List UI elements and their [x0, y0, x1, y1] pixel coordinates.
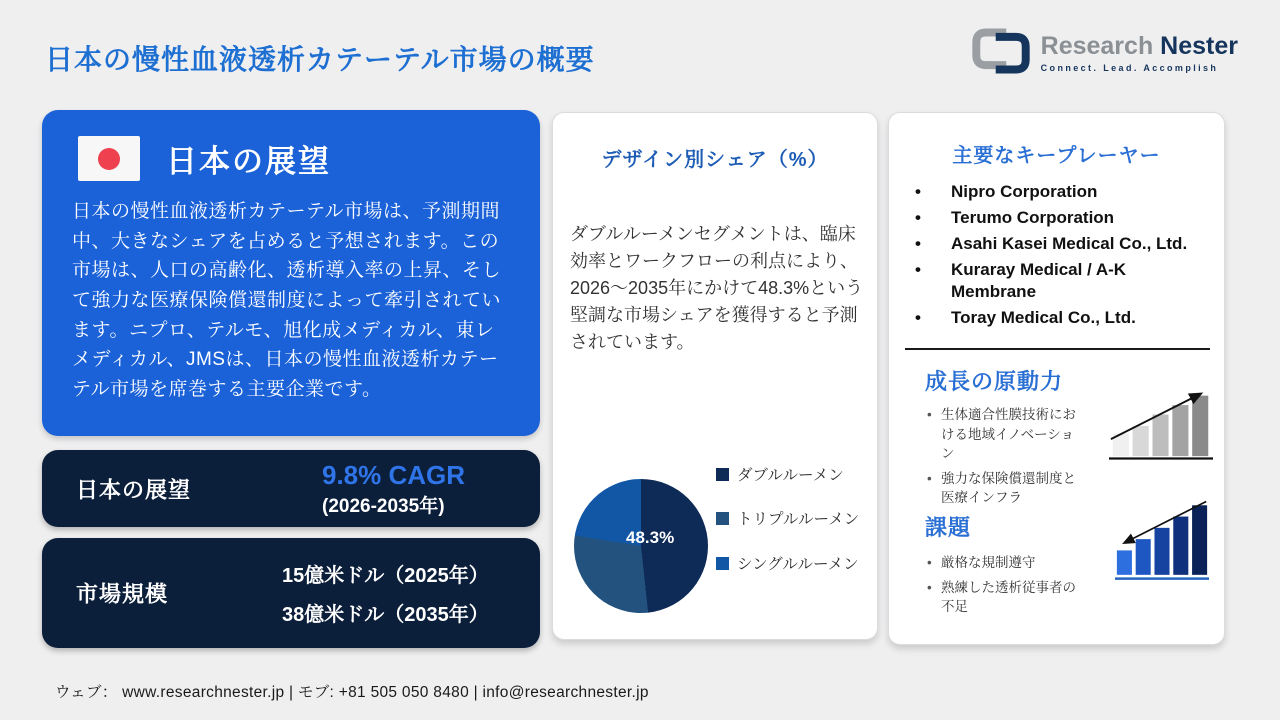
growth-driver-item: • 生体適合性膜技術における地域イノベーション [925, 405, 1083, 464]
design-share-title: デザイン別シェア（%） [601, 149, 829, 171]
key-player-item: • Nipro Corporation [913, 181, 1214, 203]
cagr-value: 9.8% CAGR [322, 459, 466, 490]
page-title: 日本の慢性血液透析カテーテル市場の概要 [45, 44, 595, 75]
growth-drivers-heading: 成長の原動力 [925, 369, 1064, 394]
design-share-pie-chart [574, 479, 708, 613]
contact-footer: ウェブ： www.researchnester.jp | モブ: +81 505 050 8480 | info@researchnester.jp [55, 684, 649, 701]
outlook-body-text: 日本の慢性血液透析カテーテル市場は、予測期間中、大きなシェアを占めると予想されます。この市場は、人口の高齢化、透析導入率の上昇、そして強力な医療保険償還制度によって牽引されています。ニプロ、テルモ、旭化成メディカル、東レメディカル、JMSは、日本の慢性血液透析カテーテル市場を席巻する主要企業です。 [72, 201, 502, 400]
rising-bar-chart-icon [1109, 381, 1213, 472]
legend-item [716, 554, 868, 576]
legend-swatch-icon [716, 468, 729, 481]
brand-logo [971, 26, 1238, 81]
legend-item [716, 465, 868, 487]
brand-name-primary: Research [1040, 32, 1154, 60]
design-share-body-text: ダブルルーメンセグメントは、臨床効率とワークフローの利点により、2026〜2035年にかけて48.3%という堅調な市場シェアを獲得すると予測されています。 [570, 224, 864, 352]
legend-label: ダブルルーメン [737, 467, 844, 484]
pie-legend [716, 465, 868, 598]
key-players-list [913, 181, 1214, 334]
key-player-item: • Asahi Kasei Medical Co., Ltd. [913, 233, 1214, 255]
challenge-item: • 厳格な規制遵守 [925, 553, 1083, 573]
key-player-item: • Terumo Corporation [913, 207, 1214, 229]
key-player-item: • Toray Medical Co., Ltd. [913, 307, 1214, 329]
cagr-period: (2026-2035年) [322, 495, 445, 517]
key-players-title: 主要なキープレーヤー [952, 145, 1161, 167]
legend-label: シングルルーメン [737, 555, 859, 573]
legend-swatch-icon [716, 512, 729, 525]
legend-item [716, 509, 868, 531]
brand-tagline: Connect. Lead. Accomplish [1040, 63, 1219, 73]
interlocked-links-icon [971, 26, 1031, 81]
cagr-card-label: 日本の展望 [76, 477, 192, 502]
market-size-2035: 38億米ドル（2035年） [282, 604, 489, 626]
challenge-item: • 熟練した透析従事者の不足 [925, 578, 1083, 617]
market-size-label: 市場規模 [76, 581, 169, 607]
japan-flag-icon [78, 136, 140, 181]
brand-wordmark [1041, 34, 1238, 73]
challenges-heading: 課題 [925, 515, 972, 540]
brand-name-secondary: Nester [1160, 32, 1238, 60]
market-size-card [42, 538, 540, 648]
key-players-card [888, 112, 1225, 645]
growth-driver-item: • 強力な保険償還制度と医療インフラ [925, 469, 1083, 508]
outlook-heading: 日本の展望 [166, 144, 331, 179]
section-divider [905, 348, 1210, 350]
blue-bar-chart-arrow-icon [1115, 497, 1209, 590]
japan-outlook-card [42, 110, 540, 436]
cagr-card [42, 450, 540, 527]
legend-swatch-icon [716, 557, 729, 570]
legend-label: トリプルルーメン [737, 511, 860, 529]
design-share-card [552, 112, 878, 640]
growth-drivers-list [925, 405, 1083, 513]
challenges-list [925, 553, 1083, 622]
key-player-item: • Kuraray Medical / A-K Membrane [913, 259, 1214, 303]
market-size-2025: 15億米ドル（2025年） [282, 565, 489, 587]
pie-data-label: 48.3% [626, 528, 675, 547]
